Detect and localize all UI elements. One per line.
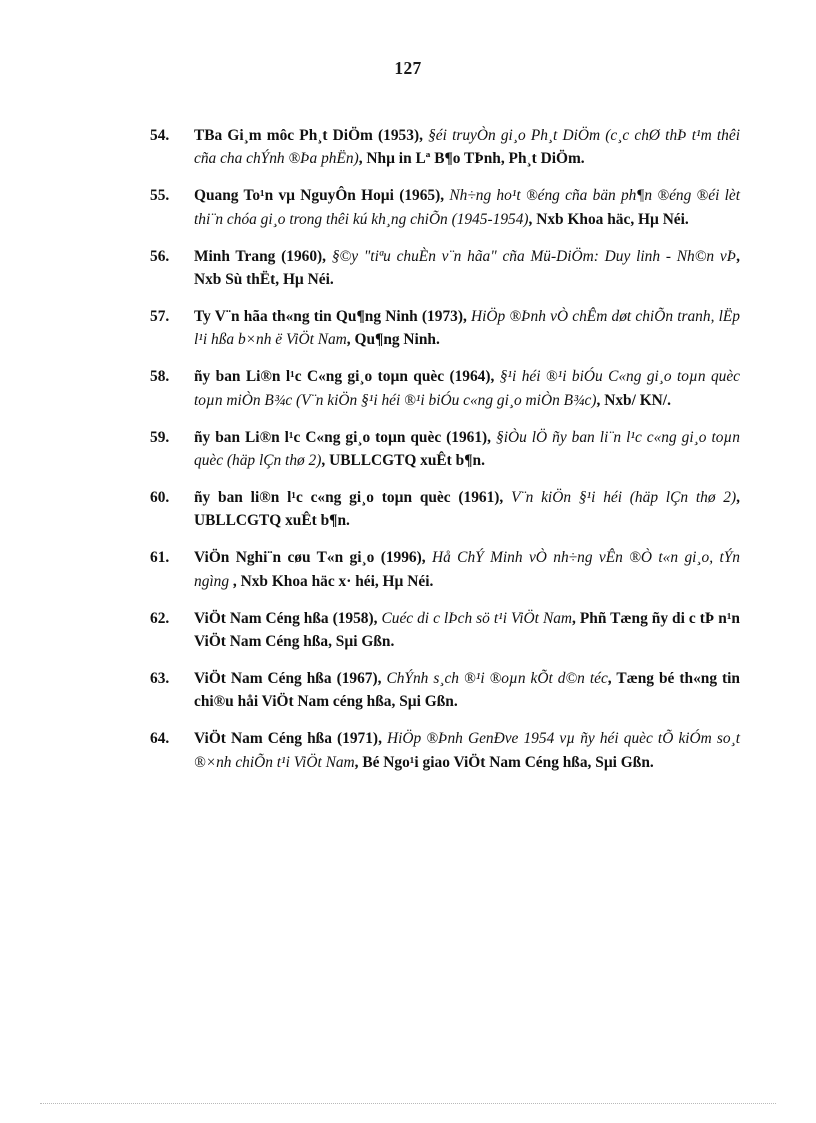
entry-author: ViÖn Nghi¨n cøu T«n gi¸o (1996), bbox=[194, 549, 432, 567]
entry-number: 56. bbox=[150, 247, 170, 265]
bibliography-entry bbox=[148, 727, 740, 774]
entry-author: ñy ban Li®n l¹c C«ng gi¸o toµn quèc (1964), bbox=[194, 368, 500, 386]
entry-author: ñy ban li®n l¹c c«ng gi¸o toµn quèc (1961), bbox=[194, 488, 512, 506]
entry-number: 60. bbox=[150, 488, 170, 506]
entry-title: V¨n kiÖn §¹i héi (häp lÇn thø 2) bbox=[511, 488, 737, 506]
bibliography-entry bbox=[148, 607, 740, 654]
entry-text bbox=[194, 365, 740, 412]
bibliography-entry bbox=[148, 305, 740, 352]
entry-text bbox=[194, 727, 740, 774]
bibliography-entry bbox=[148, 365, 740, 412]
entry-publisher: , Nxb Sù thËt, Hµ Néi. bbox=[194, 247, 740, 289]
entry-number: 61. bbox=[150, 549, 170, 567]
entry-publisher: , UBLLCGTQ xuÊt b¶n. bbox=[321, 451, 485, 469]
entry-number: 55. bbox=[150, 187, 170, 205]
entry-publisher: , Nxb Khoa häc x· héi, Hµ Néi. bbox=[232, 572, 434, 590]
entry-publisher: , Qu¶ng Ninh. bbox=[346, 331, 440, 349]
entry-text bbox=[194, 426, 740, 473]
entry-publisher: , UBLLCGTQ xuÊt b¶n. bbox=[194, 488, 740, 530]
entry-author: ViÖt Nam Céng hßa (1971), bbox=[194, 730, 388, 748]
entry-author: ñy ban Li®n l¹c C«ng gi¸o toµn quèc (1961), bbox=[194, 428, 496, 446]
entry-text bbox=[194, 607, 740, 654]
entry-publisher: , Phñ Tæng ñy di c tÞ n¹n ViÖt Nam Céng hßa, Sµi Gßn. bbox=[194, 609, 740, 650]
entry-publisher: , Nxb/ KN/. bbox=[596, 391, 671, 409]
bibliography-entry bbox=[148, 546, 740, 593]
entry-author: Ty V¨n hãa th«ng tin Qu¶ng Ninh (1973), bbox=[194, 307, 472, 325]
entry-title: ChÝnh s¸ch ®¹i ®oµn kÕt d©n téc bbox=[386, 669, 608, 687]
entry-number: 57. bbox=[150, 307, 170, 325]
entry-text bbox=[194, 667, 740, 714]
entry-number: 54. bbox=[150, 127, 170, 144]
bibliography-entry bbox=[148, 667, 740, 714]
entry-text bbox=[194, 184, 740, 231]
entry-text bbox=[194, 486, 740, 533]
entry-title: HiÖp ®Þnh GenÐve 1954 vµ ñy héi quèc tÕ kiÓm so¸t ®×nh chiÕn t¹i ViÖt Nam bbox=[194, 730, 740, 771]
entry-publisher: , Nhµ in Lª B¶o TÞnh, Ph¸t DiÖm. bbox=[358, 150, 585, 168]
entry-author: ViÖt Nam Céng hßa (1967), bbox=[194, 669, 387, 687]
entry-author: Quang To¹n vµ NguyÔn Hoµi (1965), bbox=[194, 187, 450, 205]
entry-publisher: , Bé Ngo¹i giao ViÖt Nam Céng hßa, Sµi Gßn. bbox=[354, 753, 654, 771]
entry-text bbox=[194, 124, 740, 171]
entry-text bbox=[194, 546, 740, 593]
entry-title: Hå ChÝ Minh vÒ nh÷ng vÊn ®Ò t«n gi¸o, tÝn ngìng bbox=[194, 549, 740, 590]
entry-number: 62. bbox=[150, 609, 170, 627]
bibliography-entry bbox=[148, 245, 740, 292]
entry-text bbox=[194, 245, 740, 292]
bibliography-entry bbox=[148, 426, 740, 473]
bibliography-list bbox=[148, 124, 740, 787]
entry-title: Nh÷ng ho¹t ®éng cña bän ph¶n ®éng ®éi lèt thi¨n chóa gi¸o trong thêi kú kh¸ng chiÕn (1945-1954) bbox=[194, 187, 740, 228]
entry-title: §éi truyÒn gi¸o Ph¸t DiÖm (c¸c chØ thÞ t¹m thêi cña cha chÝnh ®Þa phËn) bbox=[194, 127, 740, 168]
entry-number: 63. bbox=[150, 669, 170, 687]
entry-author: Minh Trang (1960), bbox=[194, 247, 332, 265]
entry-author: TBa Gi¸m môc Ph¸t DiÖm (1953), bbox=[194, 127, 429, 144]
entry-number: 64. bbox=[150, 730, 170, 748]
entry-text bbox=[194, 305, 740, 352]
entry-title: Cuéc di c lÞch sö t¹i ViÖt Nam bbox=[381, 609, 573, 627]
entry-number: 58. bbox=[150, 368, 170, 386]
entry-publisher: , Nxb Khoa häc, Hµ Néi. bbox=[528, 210, 689, 228]
entry-publisher: , Tæng bé th«ng tin chi®u håi ViÖt Nam céng hßa, Sµi Gßn. bbox=[194, 669, 740, 711]
bibliography-entry bbox=[148, 124, 740, 171]
entry-author: ViÖt Nam Céng hßa (1958), bbox=[194, 609, 382, 627]
page-number: 127 bbox=[394, 58, 422, 78]
entry-title: §¹i héi ®¹i biÓu C«ng gi¸o toµn quèc toµn miÒn B¾c (V¨n kiÖn §¹i héi ®¹i biÓu c«ng gi¸o miÒn B¾c) bbox=[194, 368, 740, 409]
footer-divider bbox=[40, 1103, 776, 1105]
entry-title: §©y "tiªu chuÈn v¨n hãa" cña Mü-DiÖm: Duy linh - Nh©n vÞ bbox=[331, 247, 737, 265]
entry-title: HiÖp ®Þnh vÒ chÊm døt chiÕn tranh, lËp l¹i hßa b×nh ë ViÖt Nam bbox=[194, 307, 740, 349]
bibliography-entry bbox=[148, 486, 740, 533]
entry-number: 59. bbox=[150, 428, 170, 446]
entry-title: §iÒu lÖ ñy ban li¨n l¹c c«ng gi¸o toµn quèc (häp lÇn thø 2) bbox=[194, 428, 740, 469]
bibliography-entry bbox=[148, 184, 740, 231]
